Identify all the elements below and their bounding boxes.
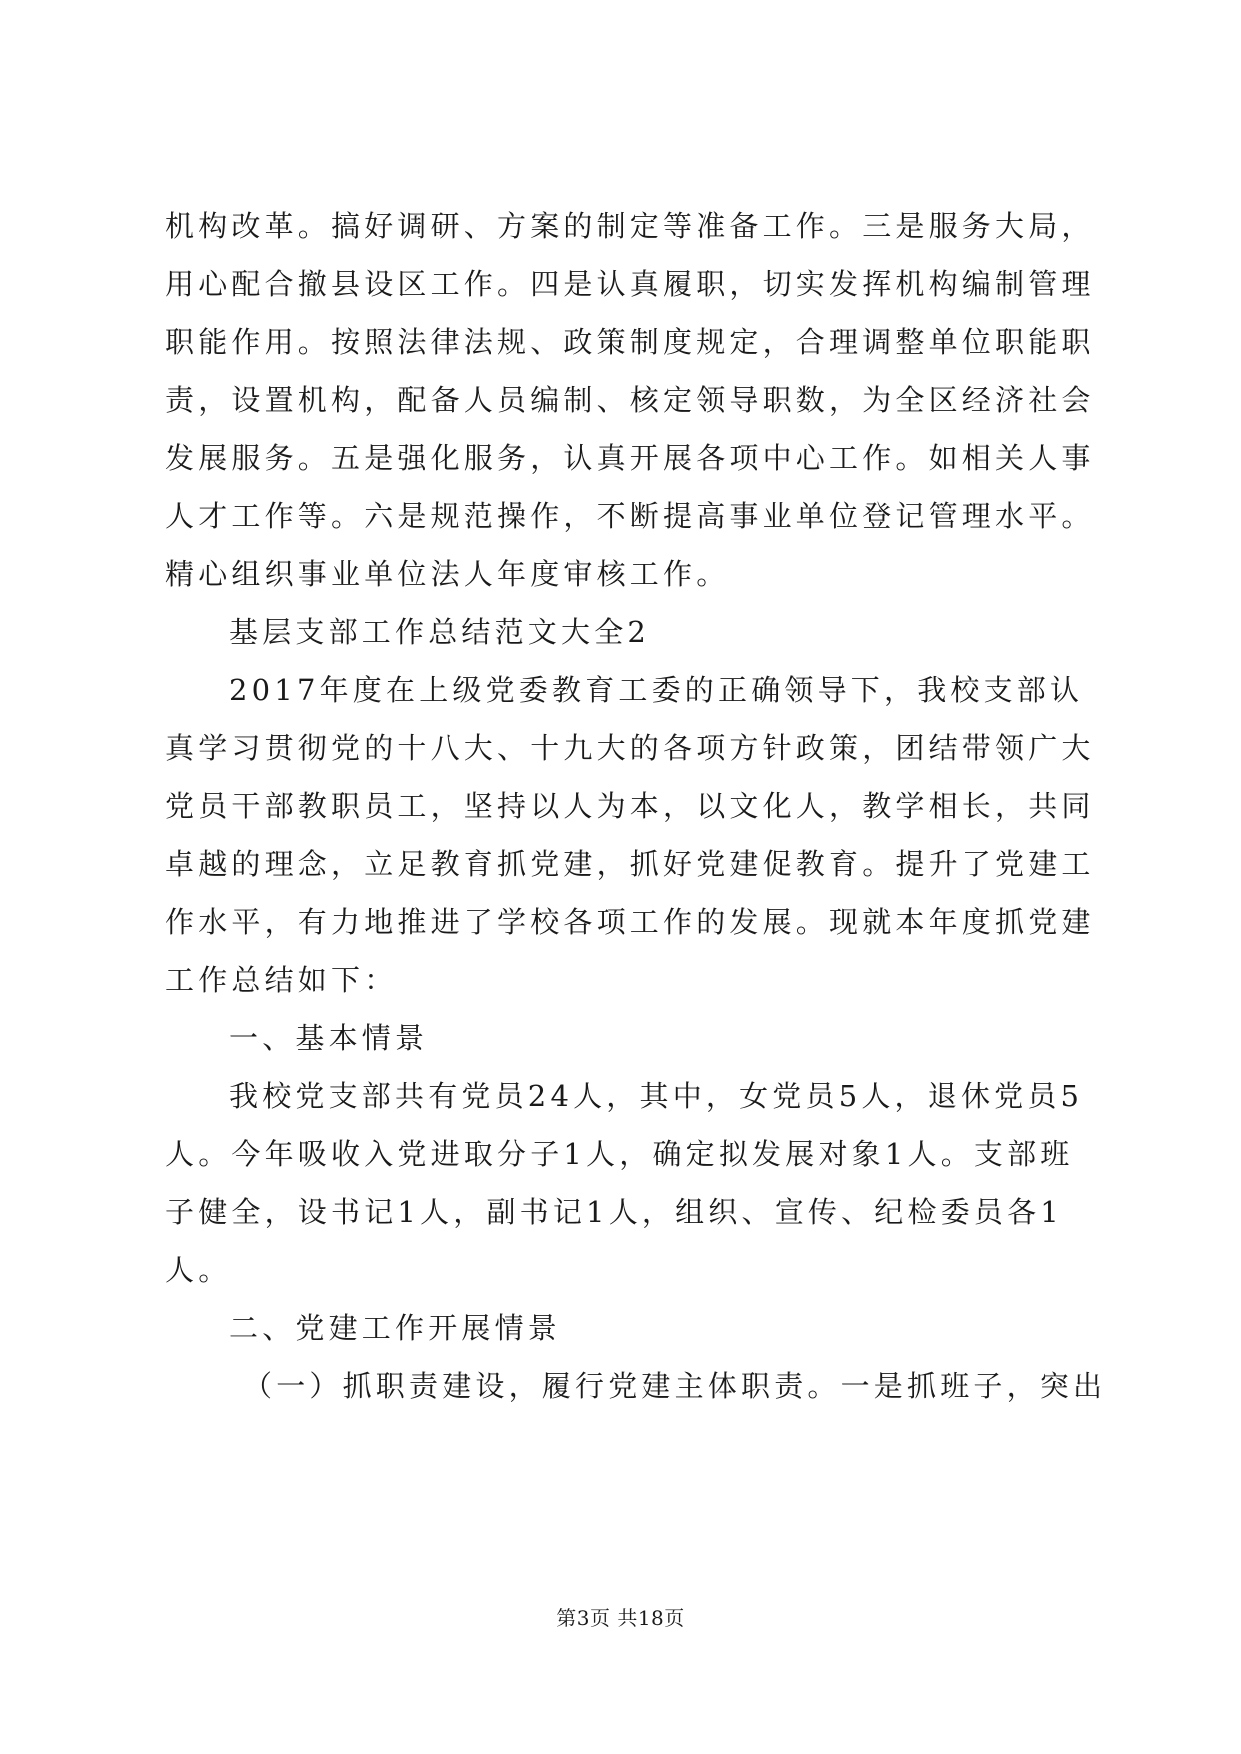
- text-line: 发展服务。五是强化服务，认真开展各项中心工作。如相关人事: [165, 441, 1095, 475]
- text-line: 人才工作等。六是规范操作，不断提高事业单位登记管理水平。: [165, 499, 1095, 533]
- text-line: 机构改革。搞好调研、方案的制定等准备工作。三是服务大局，: [165, 209, 1095, 243]
- text-line: 我校党支部共有党员24人，其中，女党员5人，退休党员5: [229, 1079, 1084, 1113]
- text-line: 真学习贯彻党的十八大、十九大的各项方针政策，团结带领广大: [165, 731, 1095, 765]
- text-line: 精心组织事业单位法人年度审核工作。: [165, 557, 730, 591]
- text-line: 用心配合撤县设区工作。四是认真履职，切实发挥机构编制管理: [165, 267, 1095, 301]
- text-line: 2017年度在上级党委教育工委的正确领导下，我校支部认: [229, 673, 1084, 707]
- text-line: 责，设置机构，配备人员编制、核定领导职数，为全区经济社会: [165, 383, 1095, 417]
- text-line: 子健全，设书记1人，副书记1人，组织、宣传、纪检委员各1: [165, 1195, 1063, 1229]
- text-line: 职能作用。按照法律法规、政策制度规定，合理调整单位职能职: [165, 325, 1095, 359]
- text-line: 党员干部教职员工，坚持以人为本，以文化人，教学相长，共同: [165, 789, 1095, 823]
- text-line: （一）抓职责建设，履行党建主体职责。一是抓班子，突出: [243, 1369, 1107, 1403]
- text-line: 人。: [165, 1253, 232, 1287]
- text-line: 人。今年吸收入党进取分子1人，确定拟发展对象1人。支部班: [165, 1137, 1074, 1171]
- text-line: 卓越的理念，立足教育抓党建，抓好党建促教育。提升了党建工: [165, 847, 1095, 881]
- text-line: 工作总结如下：: [165, 963, 398, 997]
- document-body: [165, 197, 1107, 1415]
- page-footer: 第3页 共18页: [556, 1606, 685, 1630]
- text-line: 基层支部工作总结范文大全2: [229, 615, 651, 649]
- text-line: 二、党建工作开展情景: [229, 1311, 562, 1345]
- text-line: 一、基本情景: [229, 1021, 429, 1055]
- text-line: 作水平，有力地推进了学校各项工作的发展。现就本年度抓党建: [165, 905, 1095, 939]
